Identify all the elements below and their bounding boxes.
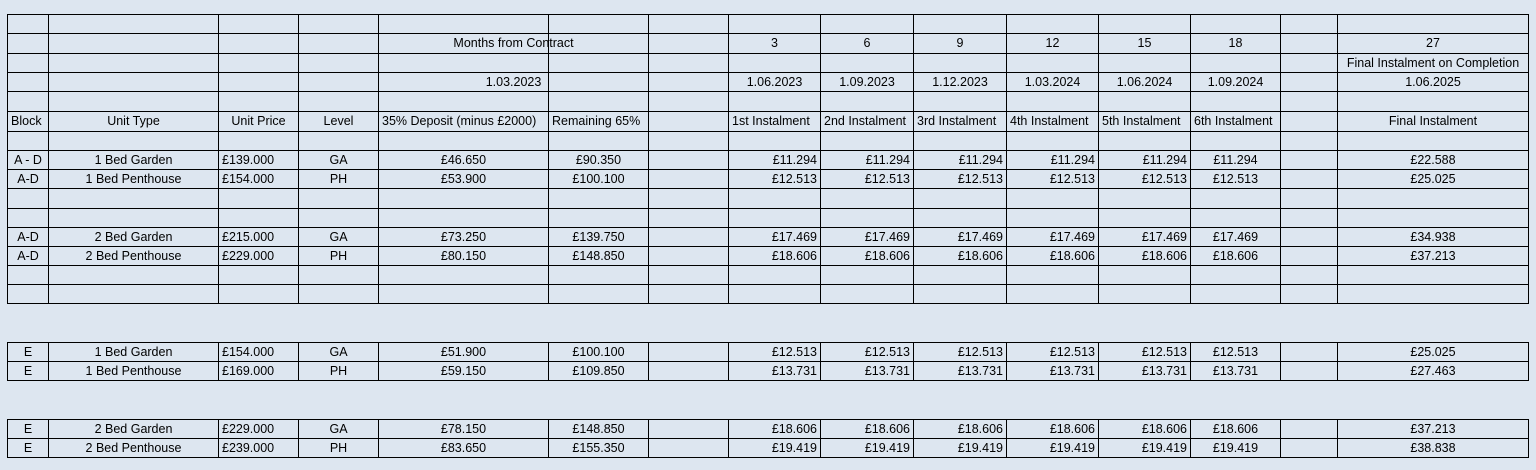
- cell-unit-price[interactable]: £154.000: [218, 342, 298, 361]
- cell-remaining[interactable]: £155.350: [548, 438, 648, 457]
- instalment-date-3[interactable]: 1.12.2023: [913, 72, 1006, 92]
- cell-instalment-4[interactable]: £13.731: [1006, 361, 1098, 380]
- cell-block[interactable]: E: [7, 438, 48, 457]
- cell-instalment-5[interactable]: £18.606: [1098, 419, 1190, 438]
- cell-level[interactable]: PH: [298, 169, 378, 188]
- cell-instalment-2[interactable]: £18.606: [820, 246, 913, 265]
- instalment-date-4[interactable]: 1.03.2024: [1006, 72, 1098, 92]
- cell-deposit[interactable]: £73.250: [378, 227, 548, 246]
- final-date[interactable]: 1.06.2025: [1337, 72, 1528, 92]
- cell-instalment-5[interactable]: £12.513: [1098, 342, 1190, 361]
- cell-instalment-2[interactable]: £19.419: [820, 438, 913, 457]
- contract-date[interactable]: 1.03.2023: [378, 72, 648, 92]
- cell-final-instalment[interactable]: £22.588: [1337, 150, 1528, 169]
- cell-deposit[interactable]: £78.150: [378, 419, 548, 438]
- column-header-12[interactable]: Final Instalment: [1337, 111, 1528, 131]
- cell-unit-price[interactable]: £229.000: [218, 246, 298, 265]
- cell-level[interactable]: GA: [298, 342, 378, 361]
- cell-deposit[interactable]: £59.150: [378, 361, 548, 380]
- cell-unit-type[interactable]: 1 Bed Penthouse: [48, 169, 218, 188]
- cell-instalment-3[interactable]: £18.606: [913, 419, 1006, 438]
- final-month-offset[interactable]: 27: [1337, 33, 1528, 53]
- cell-level[interactable]: PH: [298, 361, 378, 380]
- column-header-7[interactable]: 2nd Instalment: [820, 111, 913, 131]
- column-header-4[interactable]: 35% Deposit (minus £2000): [378, 111, 548, 131]
- cell-instalment-1[interactable]: £17.469: [728, 227, 820, 246]
- cell-unit-price[interactable]: £139.000: [218, 150, 298, 169]
- column-header-0[interactable]: Block: [7, 111, 48, 131]
- cell-instalment-4[interactable]: £12.513: [1006, 342, 1098, 361]
- cell-level[interactable]: GA: [298, 419, 378, 438]
- cell-final-instalment[interactable]: £25.025: [1337, 169, 1528, 188]
- cell-instalment-6[interactable]: £19.419: [1190, 438, 1280, 457]
- cell-deposit[interactable]: £46.650: [378, 150, 548, 169]
- instalment-date-5[interactable]: 1.06.2024: [1098, 72, 1190, 92]
- cell-instalment-5[interactable]: £11.294: [1098, 150, 1190, 169]
- cell-instalment-1[interactable]: £11.294: [728, 150, 820, 169]
- cell-unit-price[interactable]: £215.000: [218, 227, 298, 246]
- cell-level[interactable]: GA: [298, 227, 378, 246]
- column-header-11[interactable]: 6th Instalment: [1190, 111, 1280, 131]
- cell-block[interactable]: E: [7, 342, 48, 361]
- cell-unit-type[interactable]: 2 Bed Penthouse: [48, 246, 218, 265]
- cell-deposit[interactable]: £83.650: [378, 438, 548, 457]
- cell-instalment-2[interactable]: £11.294: [820, 150, 913, 169]
- cell-unit-type[interactable]: 2 Bed Garden: [48, 227, 218, 246]
- cell-level[interactable]: PH: [298, 246, 378, 265]
- column-header-9[interactable]: 4th Instalment: [1006, 111, 1098, 131]
- cell-instalment-1[interactable]: £18.606: [728, 419, 820, 438]
- month-offset-2[interactable]: 6: [820, 33, 913, 53]
- cell-instalment-4[interactable]: £19.419: [1006, 438, 1098, 457]
- table-outline: [7, 419, 1529, 458]
- cell-instalment-1[interactable]: £19.419: [728, 438, 820, 457]
- month-offset-5[interactable]: 15: [1098, 33, 1190, 53]
- cell-unit-type[interactable]: 2 Bed Penthouse: [48, 438, 218, 457]
- cell-instalment-1[interactable]: £18.606: [728, 246, 820, 265]
- cell-instalment-5[interactable]: £13.731: [1098, 361, 1190, 380]
- cell-instalment-2[interactable]: £12.513: [820, 342, 913, 361]
- cell-instalment-4[interactable]: £18.606: [1006, 246, 1098, 265]
- cell-final-instalment[interactable]: £37.213: [1337, 246, 1528, 265]
- cell-instalment-4[interactable]: £18.606: [1006, 419, 1098, 438]
- instalment-date-1[interactable]: 1.06.2023: [728, 72, 820, 92]
- column-header-2[interactable]: Unit Price: [218, 111, 298, 131]
- cell-instalment-4[interactable]: £11.294: [1006, 150, 1098, 169]
- column-header-3[interactable]: Level: [298, 111, 378, 131]
- cell-final-instalment[interactable]: £37.213: [1337, 419, 1528, 438]
- table-outline: [7, 342, 1529, 381]
- cell-instalment-1[interactable]: £13.731: [728, 361, 820, 380]
- cell-instalment-2[interactable]: £18.606: [820, 419, 913, 438]
- cell-instalment-2[interactable]: £12.513: [820, 169, 913, 188]
- instalment-date-2[interactable]: 1.09.2023: [820, 72, 913, 92]
- cell-instalment-3[interactable]: £12.513: [913, 342, 1006, 361]
- cell-remaining[interactable]: £139.750: [548, 227, 648, 246]
- cell-instalment-1[interactable]: £12.513: [728, 342, 820, 361]
- cell-instalment-6[interactable]: £11.294: [1190, 150, 1280, 169]
- month-offset-3[interactable]: 9: [913, 33, 1006, 53]
- cell-block[interactable]: A-D: [7, 227, 48, 246]
- cell-instalment-2[interactable]: £17.469: [820, 227, 913, 246]
- cell-instalment-6[interactable]: £13.731: [1190, 361, 1280, 380]
- cell-block[interactable]: E: [7, 419, 48, 438]
- cell-instalment-5[interactable]: £12.513: [1098, 169, 1190, 188]
- column-header-8[interactable]: 3rd Instalment: [913, 111, 1006, 131]
- cell-block[interactable]: A-D: [7, 169, 48, 188]
- months-from-contract-label[interactable]: Months from Contract: [378, 33, 648, 53]
- cell-instalment-5[interactable]: £18.606: [1098, 246, 1190, 265]
- instalment-date-6[interactable]: 1.09.2024: [1190, 72, 1280, 92]
- cell-unit-price[interactable]: £154.000: [218, 169, 298, 188]
- cell-instalment-6[interactable]: £17.469: [1190, 227, 1280, 246]
- cell-instalment-3[interactable]: £11.294: [913, 150, 1006, 169]
- cell-block[interactable]: A-D: [7, 246, 48, 265]
- cell-remaining[interactable]: £148.850: [548, 246, 648, 265]
- cell-block[interactable]: A - D: [7, 150, 48, 169]
- cell-instalment-3[interactable]: £12.513: [913, 169, 1006, 188]
- cell-deposit[interactable]: £53.900: [378, 169, 548, 188]
- cell-instalment-5[interactable]: £17.469: [1098, 227, 1190, 246]
- cell-remaining[interactable]: £100.100: [548, 169, 648, 188]
- month-offset-4[interactable]: 12: [1006, 33, 1098, 53]
- column-header-10[interactable]: 5th Instalment: [1098, 111, 1190, 131]
- table-outline: [7, 14, 1529, 304]
- cell-unit-type[interactable]: 1 Bed Garden: [48, 342, 218, 361]
- month-offset-6[interactable]: 18: [1190, 33, 1280, 53]
- cell-instalment-1[interactable]: £12.513: [728, 169, 820, 188]
- cell-instalment-4[interactable]: £17.469: [1006, 227, 1098, 246]
- cell-final-instalment[interactable]: £34.938: [1337, 227, 1528, 246]
- column-header-6[interactable]: 1st Instalment: [728, 111, 820, 131]
- cell-instalment-6[interactable]: £18.606: [1190, 419, 1280, 438]
- cell-final-instalment[interactable]: £38.838: [1337, 438, 1528, 457]
- cell-block[interactable]: E: [7, 361, 48, 380]
- cell-instalment-2[interactable]: £13.731: [820, 361, 913, 380]
- cell-unit-price[interactable]: £169.000: [218, 361, 298, 380]
- cell-instalment-3[interactable]: £13.731: [913, 361, 1006, 380]
- cell-instalment-6[interactable]: £18.606: [1190, 246, 1280, 265]
- cell-unit-price[interactable]: £229.000: [218, 419, 298, 438]
- cell-instalment-3[interactable]: £18.606: [913, 246, 1006, 265]
- cell-instalment-6[interactable]: £12.513: [1190, 169, 1280, 188]
- cell-remaining[interactable]: £90.350: [548, 150, 648, 169]
- cell-remaining[interactable]: £148.850: [548, 419, 648, 438]
- cell-deposit[interactable]: £51.900: [378, 342, 548, 361]
- cell-instalment-6[interactable]: £12.513: [1190, 342, 1280, 361]
- cell-unit-price[interactable]: £239.000: [218, 438, 298, 457]
- cell-level[interactable]: PH: [298, 438, 378, 457]
- cell-unit-type[interactable]: 2 Bed Garden: [48, 419, 218, 438]
- cell-unit-type[interactable]: 1 Bed Garden: [48, 150, 218, 169]
- cell-deposit[interactable]: £80.150: [378, 246, 548, 265]
- month-offset-1[interactable]: 3: [728, 33, 820, 53]
- cell-level[interactable]: GA: [298, 150, 378, 169]
- final-instalment-note[interactable]: Final Instalment on Completion: [1337, 53, 1528, 73]
- cell-instalment-4[interactable]: £12.513: [1006, 169, 1098, 188]
- cell-unit-type[interactable]: 1 Bed Penthouse: [48, 361, 218, 380]
- cell-final-instalment[interactable]: £25.025: [1337, 342, 1528, 361]
- column-header-5[interactable]: Remaining 65%: [548, 111, 648, 131]
- cell-remaining[interactable]: £109.850: [548, 361, 648, 380]
- cell-remaining[interactable]: £100.100: [548, 342, 648, 361]
- cell-instalment-3[interactable]: £17.469: [913, 227, 1006, 246]
- cell-instalment-5[interactable]: £19.419: [1098, 438, 1190, 457]
- cell-final-instalment[interactable]: £27.463: [1337, 361, 1528, 380]
- column-header-1[interactable]: Unit Type: [48, 111, 218, 131]
- cell-instalment-3[interactable]: £19.419: [913, 438, 1006, 457]
